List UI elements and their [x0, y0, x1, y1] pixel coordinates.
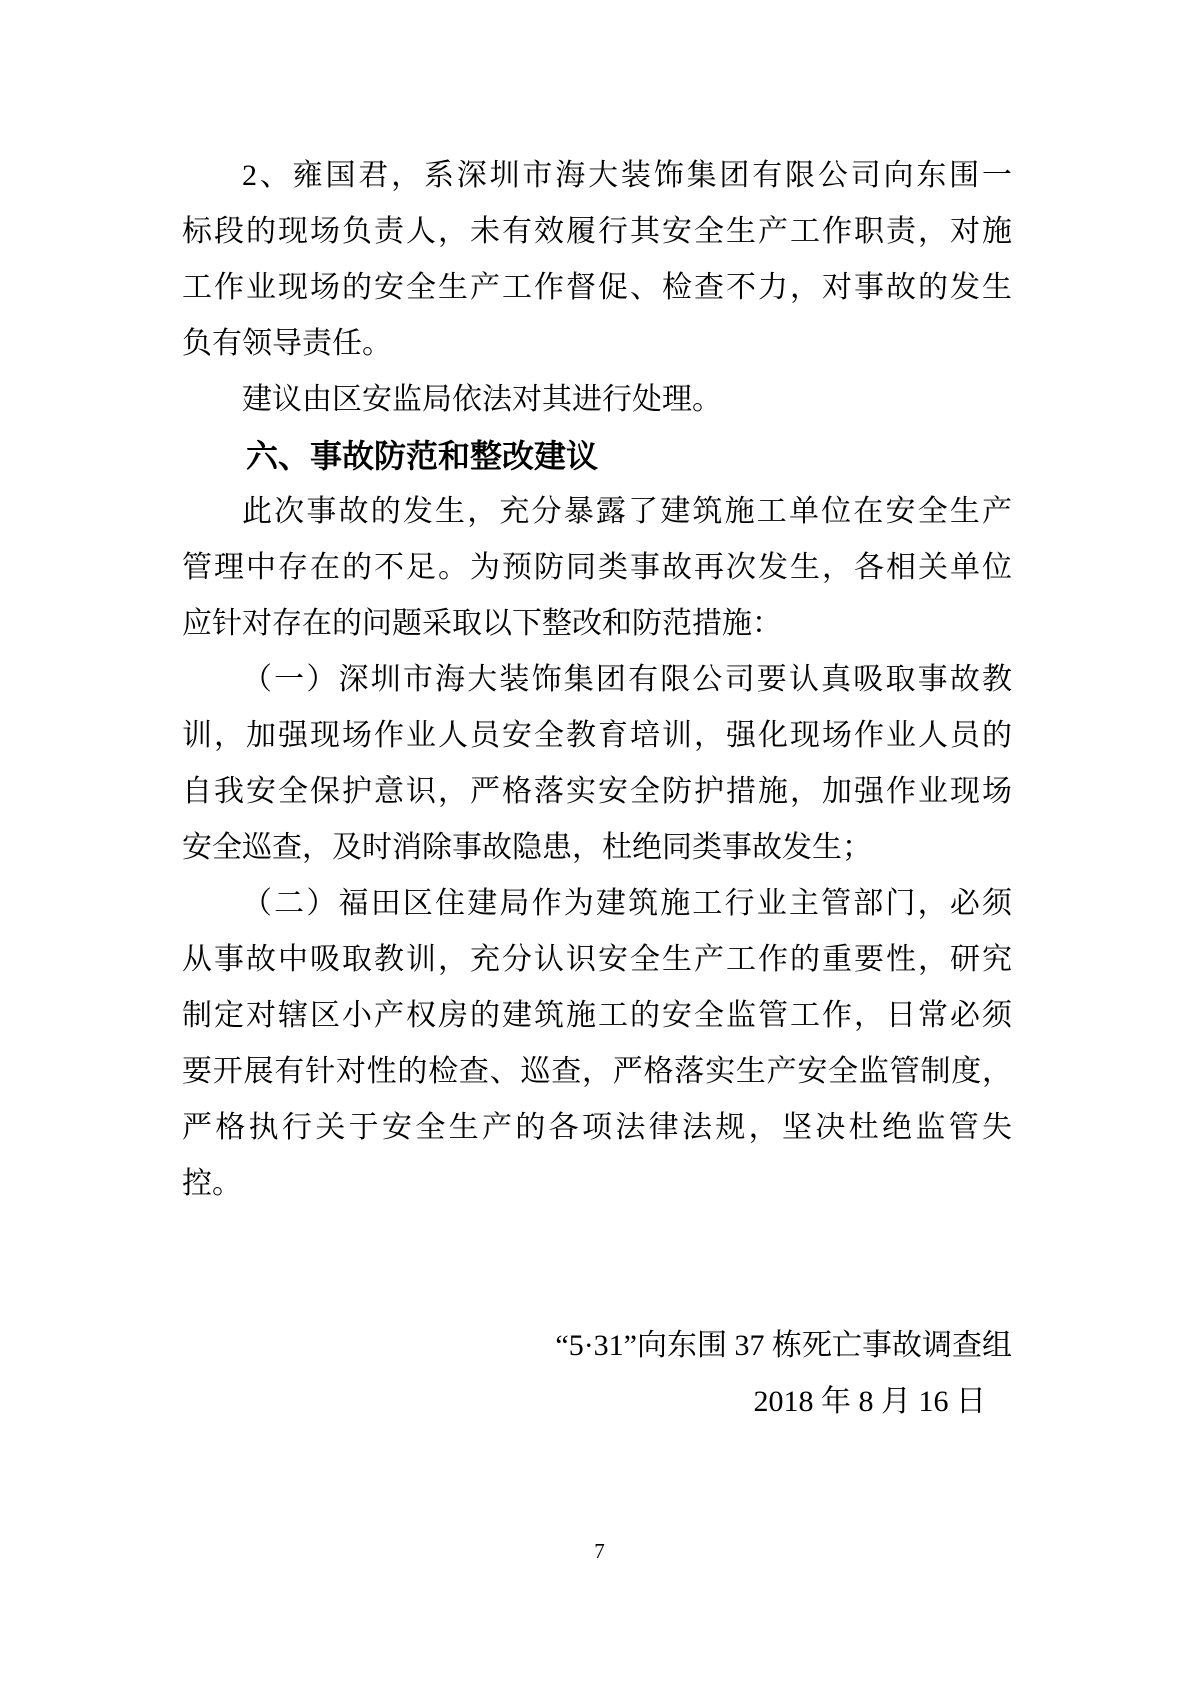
paragraph-line: 控。	[182, 1167, 242, 1200]
signature-block	[182, 1318, 1012, 1430]
heading-line: 六、事故防范和整改建议	[246, 438, 599, 474]
paragraph-line: 要开展有针对性的检查、巡查，严格落实生产安全监管制度，	[182, 1055, 1012, 1088]
document-body	[182, 148, 1012, 1430]
paragraph-line: 制定对辖区小产权房的建筑施工的安全监管工作，日常必须	[182, 999, 1012, 1032]
paragraph-line: （一）深圳市海大装饰集团有限公司要认真吸取事故教	[242, 663, 1012, 696]
page-footer	[0, 1536, 1199, 1566]
paragraph-line: 应针对存在的问题采取以下整改和防范措施：	[182, 607, 782, 640]
paragraph	[182, 372, 1012, 428]
paragraph-container	[182, 148, 1012, 1212]
paragraph-line: 2、雍国君，系深圳市海大装饰集团有限公司向东围一	[242, 159, 1012, 192]
paragraph	[182, 484, 1012, 652]
paragraph-line: （二）福田区住建局作为建筑施工行业主管部门，必须	[242, 887, 1012, 920]
paragraph-line: 严格执行关于安全生产的各项法律法规，坚决杜绝监管失	[182, 1111, 1012, 1144]
paragraph-line: 工作业现场的安全生产工作督促、检查不力，对事故的发生	[182, 271, 1012, 304]
paragraph	[182, 876, 1012, 1212]
paragraph-line: 训，加强现场作业人员安全教育培训，强化现场作业人员的	[182, 719, 1012, 752]
paragraph-line: 此次事故的发生，充分暴露了建筑施工单位在安全生产	[242, 495, 1012, 528]
paragraph-line: 标段的现场负责人，未有效履行其安全生产工作职责，对施	[182, 215, 1012, 248]
section-heading	[182, 428, 1012, 484]
paragraph-line: 安全巡查，及时消除事故隐患，杜绝同类事故发生；	[182, 831, 872, 864]
paragraph-line: 负有领导责任。	[182, 327, 392, 360]
paragraph-line: 从事故中吸取教训，充分认识安全生产工作的重要性，研究	[182, 943, 1012, 976]
page-number: 7	[594, 1539, 605, 1563]
paragraph	[182, 652, 1012, 876]
paragraph-line: 建议由区安监局依法对其进行处理。	[242, 383, 722, 416]
signature-organization: “5·31”向东围 37 栋死亡事故调查组	[555, 1329, 1012, 1362]
paragraph	[182, 148, 1012, 372]
signature-date: 2018 年 8 月 16 日	[753, 1385, 986, 1418]
paragraph-line: 自我安全保护意识，严格落实安全防护措施，加强作业现场	[182, 775, 1012, 808]
paragraph-line: 管理中存在的不足。为预防同类事故再次发生，各相关单位	[182, 551, 1012, 584]
